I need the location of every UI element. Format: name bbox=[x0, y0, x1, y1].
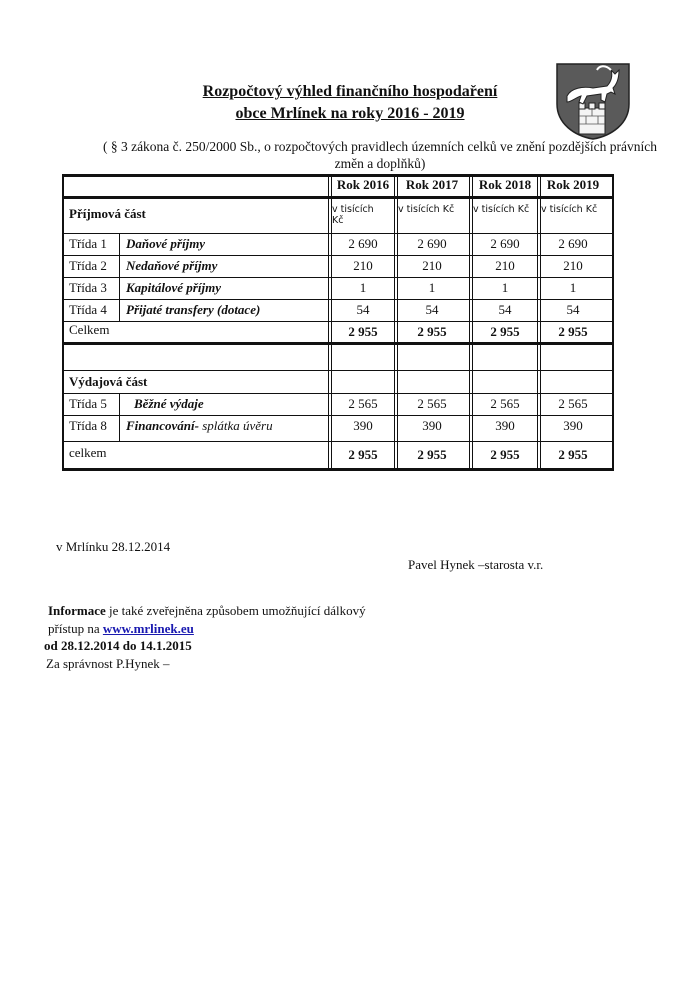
income-total-label: Celkem bbox=[69, 322, 110, 337]
total-value: 2 955 bbox=[417, 324, 447, 339]
row-class: Třída 5 bbox=[69, 396, 107, 411]
subtitle-line2: změn a doplňků) bbox=[334, 156, 426, 171]
cell-value: 2 565 bbox=[558, 396, 588, 411]
website-link[interactable]: www.mrlinek.eu bbox=[102, 621, 194, 636]
document-title-line2: obce Mrlínek na roky 2016 - 2019 bbox=[235, 105, 465, 122]
cell-value: 390 bbox=[563, 418, 583, 433]
cell-value: 54 bbox=[498, 302, 512, 317]
cell-value: 2 690 bbox=[417, 236, 447, 251]
total-value: 2 955 bbox=[417, 447, 447, 462]
total-value: 2 955 bbox=[558, 324, 588, 339]
total-value: 2 955 bbox=[490, 324, 520, 339]
cell-value: 390 bbox=[422, 418, 442, 433]
unit-label: v tisících Kč bbox=[473, 204, 530, 215]
row-name: Nedaňové příjmy bbox=[126, 258, 218, 273]
row-class: Třída 4 bbox=[69, 302, 107, 317]
row-name: Přijaté transfery (dotace) bbox=[126, 302, 261, 317]
row-name: Běžné výdaje bbox=[134, 396, 204, 411]
correctness-note: Za správnost P.Hynek – bbox=[46, 656, 170, 671]
unit-label: v tisících Kč bbox=[398, 204, 455, 215]
expense-total-label: celkem bbox=[69, 445, 107, 460]
row-class: Třída 8 bbox=[69, 418, 107, 433]
row-class: Třída 2 bbox=[69, 258, 107, 273]
cell-value: 54 bbox=[356, 302, 370, 317]
year-header-2017: Rok 2017 bbox=[405, 177, 459, 192]
unit-label: v tisících Kč bbox=[541, 204, 598, 215]
cell-value: 1 bbox=[359, 280, 367, 295]
unit-label: v tisících Kč bbox=[332, 204, 374, 226]
total-value: 2 955 bbox=[490, 447, 520, 462]
signature: Pavel Hynek –starosta v.r. bbox=[408, 557, 544, 572]
budget-table bbox=[62, 174, 614, 471]
document-title-line1: Rozpočtový výhled finančního hospodaření bbox=[202, 83, 498, 100]
publication-dates: od 28.12.2014 do 14.1.2015 bbox=[44, 638, 192, 653]
cell-value: 390 bbox=[353, 418, 373, 433]
cell-value: 1 bbox=[501, 280, 509, 295]
cell-value: 1 bbox=[428, 280, 436, 295]
info-rest: je také zveřejněna způsobem umožňující dálkový bbox=[105, 603, 366, 618]
cell-value: 2 690 bbox=[348, 236, 378, 251]
row-name: Daňové příjmy bbox=[126, 236, 206, 251]
row-name: Kapitálové příjmy bbox=[126, 280, 221, 295]
cell-value: 210 bbox=[422, 258, 442, 273]
cell-value: 210 bbox=[563, 258, 583, 273]
info-bold: Informace bbox=[48, 603, 106, 618]
place-date: v Mrlínku 28.12.2014 bbox=[56, 539, 171, 554]
income-section-header: Příjmová část bbox=[69, 206, 146, 221]
info-line bbox=[48, 603, 366, 619]
access-prefix: přístup na bbox=[48, 621, 103, 636]
total-value: 2 955 bbox=[348, 447, 378, 462]
row-name bbox=[126, 418, 273, 434]
cell-value: 54 bbox=[425, 302, 439, 317]
subtitle-line1: ( § 3 zákona č. 250/2000 Sb., o rozpočtových pravidlech územních celků ve znění pozdějších právních bbox=[102, 139, 658, 154]
cell-value: 210 bbox=[495, 258, 515, 273]
row-name-suffix: splátka úvěru bbox=[198, 418, 273, 433]
year-header-2016: Rok 2016 bbox=[336, 177, 390, 192]
cell-value: 54 bbox=[566, 302, 580, 317]
total-value: 2 955 bbox=[348, 324, 378, 339]
row-name-main: Financování- bbox=[126, 418, 199, 433]
cell-value: 210 bbox=[353, 258, 373, 273]
row-class: Třída 3 bbox=[69, 280, 107, 295]
cell-value: 1 bbox=[569, 280, 577, 295]
year-header-2018: Rok 2018 bbox=[478, 177, 532, 192]
year-header-2019: Rok 2019 bbox=[546, 177, 600, 192]
cell-value: 2 565 bbox=[490, 396, 520, 411]
cell-value: 2 690 bbox=[558, 236, 588, 251]
total-value: 2 955 bbox=[558, 447, 588, 462]
cell-value: 390 bbox=[495, 418, 515, 433]
coat-of-arms-icon bbox=[553, 58, 633, 140]
cell-value: 2 565 bbox=[417, 396, 447, 411]
document-subtitle bbox=[80, 138, 680, 172]
row-class: Třída 1 bbox=[69, 236, 107, 251]
expense-section-header: Výdajová část bbox=[69, 374, 148, 389]
cell-value: 2 565 bbox=[348, 396, 378, 411]
access-line bbox=[48, 621, 194, 637]
cell-value: 2 690 bbox=[490, 236, 520, 251]
